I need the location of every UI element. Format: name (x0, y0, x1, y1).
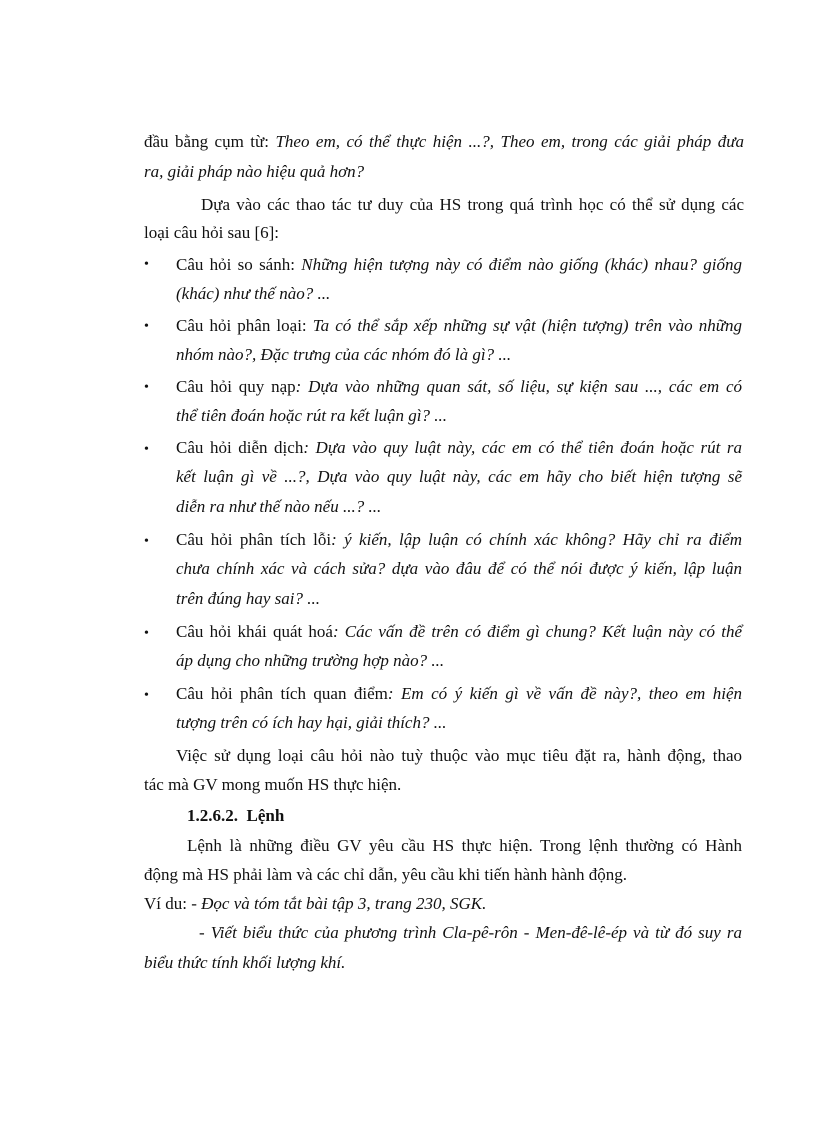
bullet-item-line (176, 530, 742, 550)
italic-text-run: - Viết biểu thức của phương trình Cla-pê-rôn - Men-đê-lê-ép và từ đó suy ra (199, 923, 742, 942)
text-run: đầu bằng cụm từ: (144, 132, 276, 151)
bullet-icon: • (144, 534, 149, 549)
italic-text-run: diễn ra như thế nào nếu ...? ... (176, 497, 382, 516)
bullet-label: Câu hỏi phân loại: (176, 316, 313, 335)
bullet-item-line (176, 622, 742, 642)
bullet-item-line (176, 497, 381, 517)
italic-text-run: : Các vấn đề trên có điểm gì chung? Kết luận này có thể (332, 622, 742, 641)
section-heading (187, 806, 284, 826)
bullet-item-line (176, 589, 320, 609)
paragraph-line: tác mà GV mong muốn HS thực hiện. (144, 775, 402, 794)
bullet-label: Câu hỏi phân tích lỗi (176, 530, 332, 549)
bullet-label: Câu hỏi khái quát hoá (176, 622, 333, 641)
italic-text-run: áp dụng cho những trường hợp nào? ... (176, 651, 445, 670)
example-prefix: Ví du: (144, 894, 192, 913)
italic-text-run: : Dựa vào những quan sát, số liệu, sự kiện sau ..., các em có (295, 377, 742, 396)
italic-text-run: : ý kiến, lập luận có chính xác không? Hãy chỉ ra điểm (331, 530, 743, 549)
italic-text-run: (khác) như thế nào? ... (176, 284, 331, 303)
bullet-item-line (176, 284, 330, 304)
bullet-item-line (176, 316, 742, 336)
bullet-icon: • (144, 380, 149, 395)
bullet-item-line (176, 377, 742, 397)
example-line (199, 923, 742, 943)
paragraph-line: loại câu hỏi sau [6]: (144, 223, 280, 242)
bullet-item-line (176, 559, 742, 579)
italic-text-run: chưa chính xác và cách sửa? dựa vào đâu để có thể nói được ý kiến, lập luận (176, 559, 742, 578)
italic-text-run: Ta có thể sắp xếp những sự vật (hiện tượng) trên vào những (312, 316, 743, 335)
bullet-item-line (176, 406, 447, 426)
italic-text-run: Những hiện tượng này có điểm nào giống (khác) nhau? giống (301, 255, 742, 274)
bullet-item-line (176, 684, 742, 704)
paragraph-line: Dựa vào các thao tác tư duy của HS trong quá trình học có thể sử dụng các (201, 195, 744, 214)
bullet-label: Câu hỏi quy nạp (176, 377, 296, 396)
bullet-item-line (176, 713, 446, 733)
paragraph-line (144, 162, 364, 182)
italic-text-run: ra, giải pháp nào hiệu quả hơn? (144, 162, 365, 181)
bullet-label: Câu hỏi phân tích quan điểm (176, 684, 388, 703)
bullet-item-line (176, 255, 742, 275)
paragraph-line: Việc sử dụng loại câu hỏi nào tuỳ thuộc vào mục tiêu đặt ra, hành động, thao (176, 746, 742, 765)
italic-text-run: thể tiên đoán hoặc rút ra kết luận gì? ... (176, 406, 448, 425)
italic-text-run: trên đúng hay sai? ... (176, 589, 321, 608)
paragraph-line (144, 132, 744, 152)
italic-text-run: kết luận gì về ...?, Dựa vào quy luật này, các em hãy cho biết hiện tượng sẽ (176, 467, 742, 486)
bullet-icon: • (144, 442, 149, 457)
section-title: Lệnh (246, 806, 285, 825)
bullet-icon: • (144, 319, 149, 334)
section-number: 1.2.6.2. (187, 806, 238, 825)
italic-text-run: Theo em, có thể thực hiện ...?, Theo em, trong các giải pháp đưa (275, 132, 744, 151)
italic-text-run: nhóm nào?, Đặc trưng của các nhóm đó là gì? ... (176, 345, 512, 364)
bullet-item-line (176, 467, 742, 487)
paragraph-line: động mà HS phải làm và các chỉ dẫn, yêu cầu khi tiến hành hành động. (144, 865, 627, 884)
bullet-icon: • (144, 626, 149, 641)
example-line (144, 953, 345, 973)
italic-text-run: : Dựa vào quy luật này, các em có thể tiên đoán hoặc rút ra (303, 438, 742, 457)
paragraph-line: Lệnh là những điều GV yêu cầu HS thực hiện. Trong lệnh thường có Hành (187, 836, 742, 855)
example-line (144, 894, 486, 914)
italic-text-run: tượng trên có ích hay hại, giải thích? ... (176, 713, 447, 732)
bullet-label: Câu hỏi so sánh: (176, 255, 302, 274)
bullet-label: Câu hỏi diễn dịch (176, 438, 304, 457)
bullet-item-line (176, 438, 742, 458)
italic-text-run: : Em có ý kiến gì về vấn đề này?, theo em hiện (387, 684, 742, 703)
italic-text-run: biểu thức tính khối lượng khí. (144, 953, 346, 972)
bullet-item-line (176, 651, 444, 671)
bullet-icon: • (144, 257, 149, 272)
bullet-item-line (176, 345, 511, 365)
bullet-icon: • (144, 688, 149, 703)
italic-text-run: - Đọc và tóm tắt bài tập 3, trang 230, SGK. (191, 894, 487, 913)
